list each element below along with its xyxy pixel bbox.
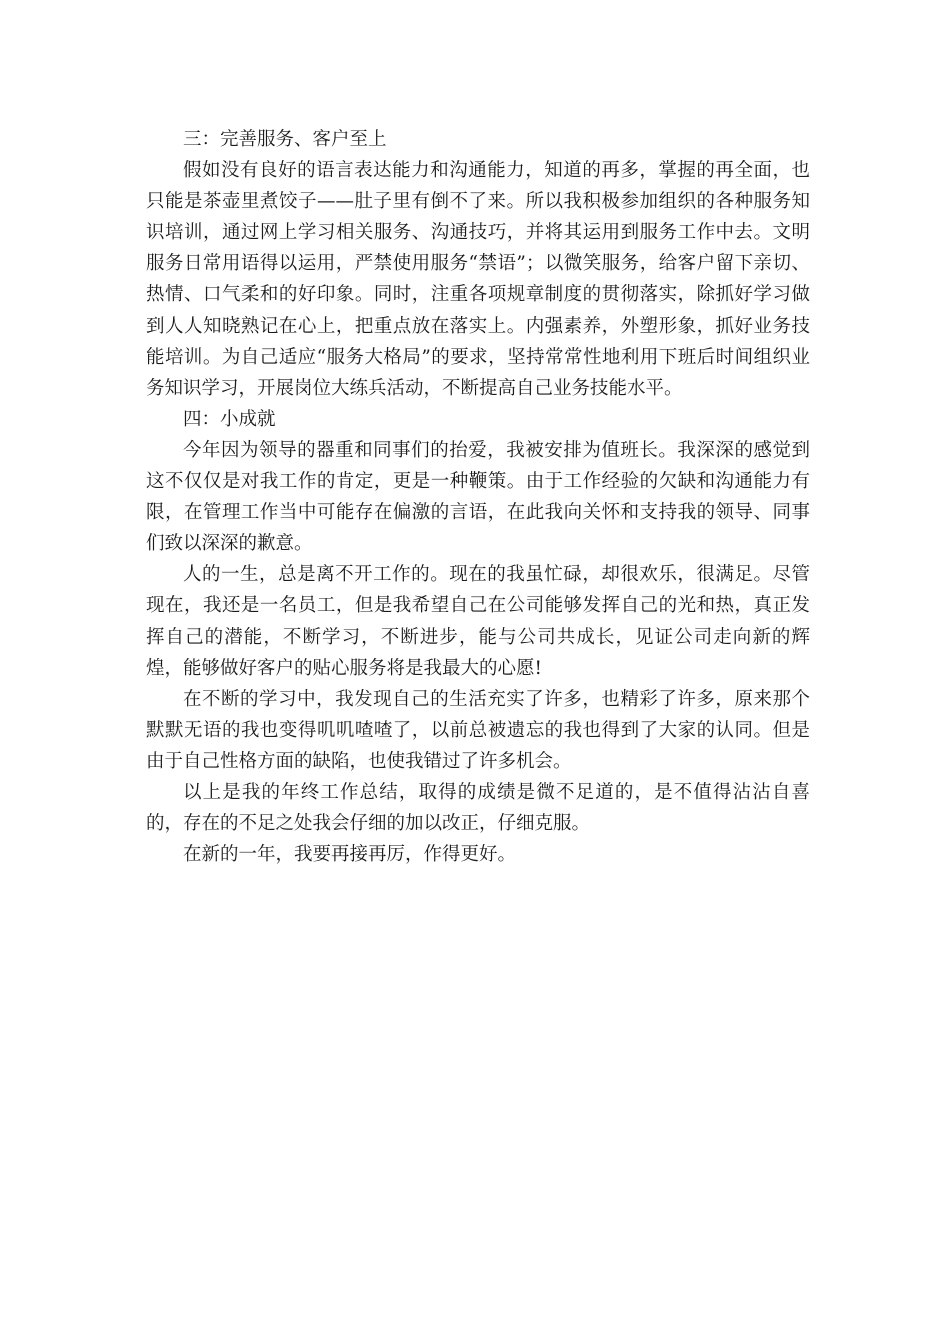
- paragraph-new-year: 在新的一年，我要再接再厉，作得更好。: [183, 844, 517, 866]
- section-heading-3: 三：完善服务、客户至上: [183, 129, 387, 150]
- document-body: [146, 124, 810, 870]
- paragraph-shift-leader: 今年因为领导的器重和同事们的抬爱，我被安排为值班长。我深深的感觉到这不仅仅是对我工作的肯定，更是一种鞭策。由于工作经验的欠缺和沟通能力有限，在管理工作当中可能存在偏激的言语，在此我向关怀和支持我的领导、同事们致以深深的歉意。: [146, 439, 810, 555]
- paragraph-life-work: 人的一生，总是离不开工作的。现在的我虽忙碌，却很欢乐，很满足。尽管现在，我还是一名员工，但是我希望自己在公司能够发挥自己的光和热，真正发挥自己的潜能，不断学习，不断进步，能与公司共成长，见证公司走向新的辉煌，能够做好客户的贴心服务将是我最大的心愿!: [146, 564, 810, 679]
- paragraph-summary: 以上是我的年终工作总结，取得的成绩是微不足道的，是不值得沾沾自喜的，存在的不足之处我会仔细的加以改正，仔细克服。: [146, 781, 810, 835]
- section-heading-4: 四：小成就: [183, 408, 276, 430]
- paragraph-learning: 在不断的学习中，我发现自己的生活充实了许多，也精彩了许多，原来那个默默无语的我也变得叽叽喳喳了，以前总被遗忘的我也得到了大家的认同。但是由于自己性格方面的缺陷，也使我错过了许多机会。: [146, 688, 810, 772]
- paragraph-service: 假如没有良好的语言表达能力和沟通能力，知道的再多，掌握的再全面，也只能是茶壶里煮饺子——肚子里有倒不了来。所以我积极参加组织的各种服务知识培训，通过网上学习相关服务、沟通技巧，并将其运用到服务工作中去。文明服务日常用语得以运用，严禁使用服务“禁语”；以微笑服务，给客户留下亲切、热情、口气柔和的好印象。同时，注重各项规章制度的贯彻落实，除抓好学习做到人人知晓熟记在心上，把重点放在落实上。内强素养，外塑形象，抓好业务技能培训。为自己适应“服务大格局”的要求，坚持常常性地利用下班后时间组织业务知识学习，开展岗位大练兵活动，不断提高自己业务技能水平。: [146, 160, 810, 399]
